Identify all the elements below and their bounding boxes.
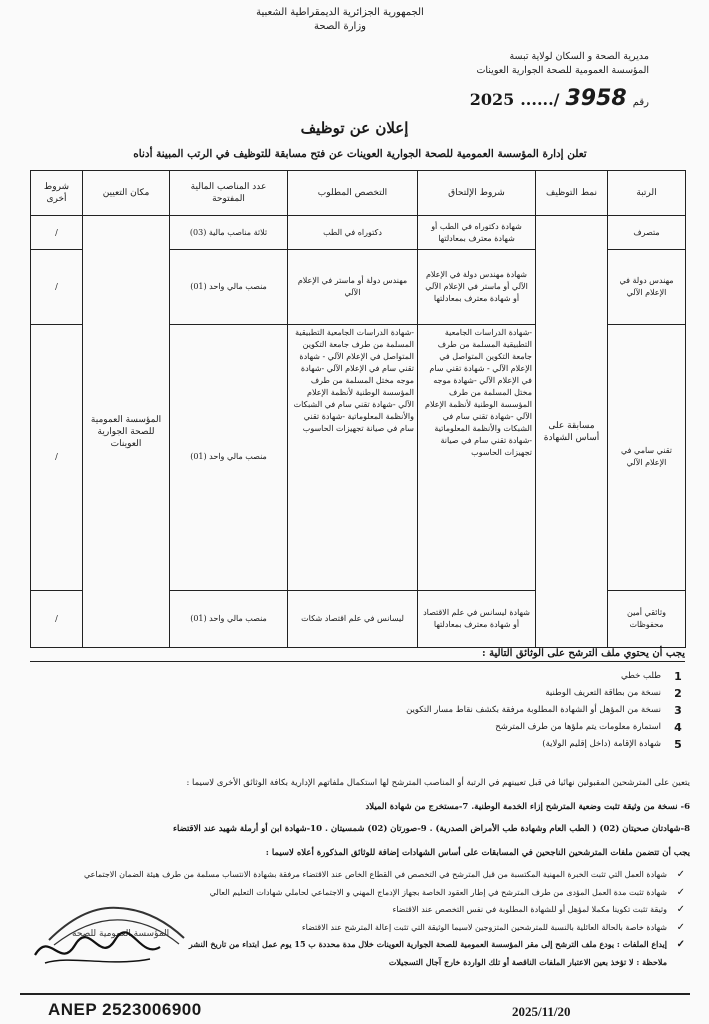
cell-other: / — [31, 324, 83, 590]
cell-conditions: شهادة ليسانس في علم الاقتصاد أو شهادة معترف بمعادلتها — [418, 590, 536, 647]
cell-posts: منصب مالي واحد (01) — [170, 324, 288, 590]
item-text: نسخة من بطاقة التعريف الوطنية — [545, 688, 661, 698]
col-mode: نمط التوظيف — [536, 171, 608, 216]
cell-workplace: المؤسسة العمومية للصحة الجوارية العوينات — [83, 216, 170, 648]
cell-conditions: شهادة دكتوراه في الطب أو شهادة معترف بمعادلتها — [418, 216, 536, 250]
item-number: 5 — [674, 738, 682, 751]
col-rank: الرتبة — [608, 171, 686, 216]
item-text: ملاحظة : لا تؤخذ بعين الاعتبار الملفات الناقصة أو تلك الواردة خارج آجال التسجيلات — [388, 956, 667, 967]
publication-date: 2025/11/20 — [512, 1004, 571, 1019]
cell-specialty: ليسانس في علم اقتصاد شكات — [288, 590, 418, 647]
establishment-line: المؤسسة العمومية للصحة الجوارية العوينات — [476, 65, 649, 76]
page-title: إعلان عن توظيف — [300, 119, 409, 137]
col-conditions: شروط الإلتحاق — [418, 171, 536, 216]
list-item — [30, 736, 685, 753]
table-header-row — [31, 171, 686, 216]
col-other: شروط أخرى — [31, 171, 83, 216]
cell-posts: منصب مالي واحد (01) — [170, 250, 288, 324]
footer-divider — [20, 993, 690, 995]
documents-heading: يجب أن يحتوي ملف الترشح على الوثائق التالية : — [30, 648, 685, 662]
cell-rank: مهندس دولة في الإعلام الآلي — [608, 250, 686, 324]
cell-rank: وثائقي أمين محفوظات — [608, 590, 686, 647]
note-line-8: 8-شهادتان صحيتان (02) ( الطب العام وشهادة طب الأمراض الصدرية) . 9-صورتان (02) شمسيتان . 10-شهادة ابن أو أرملة شهيد عند الاقتضاء — [173, 824, 690, 834]
cell-posts: منصب مالي واحد (01) — [170, 590, 288, 647]
col-specialty: التخصص المطلوب — [288, 171, 418, 216]
header-state — [230, 6, 450, 34]
item-text: استمارة معلومات يتم ملؤها من طرف المترشح — [495, 722, 661, 732]
intro-text: تعلن إدارة المؤسسة العمومية للصحة الجوارية العوينات عن فتح مسابقة للتوظيف في الرتب المبينة أدناه — [133, 148, 587, 160]
cell-rank: متصرف — [608, 216, 686, 250]
cell-other: / — [31, 590, 83, 647]
ref-year: 2025 — [469, 90, 515, 109]
item-text: طلب خطي — [621, 671, 661, 681]
cell-posts: ثلاثة مناصب مالية (03) — [170, 216, 288, 250]
list-item — [30, 719, 685, 736]
cell-specialty: -شهادة الدراسات الجامعية التطبيقية المسلمة من طرف جامعة التكوين المتواصل في الإعلام الآلي - شهادة تقني سام في الإعلام الآلي -شهادة موجه مختل المسلمة من طرف المؤسسة الوطنية لأنظمة الإعلام الآلي -شهادة تقني سام في الشبكات والأنظمة المعلوماتية -شهادة تقني سام في صيانة تجهيزات الحاسوب — [288, 324, 418, 590]
check-icon — [673, 954, 685, 972]
cell-specialty: مهندس دولة أو ماستر في الإعلام الآلي — [288, 250, 418, 324]
cell-rank: تقني سامي في الإعلام الآلي — [608, 324, 686, 590]
item-text: شهادة خاصة بالحالة العائلية بالنسبة للمترشحين المتزوجين لاسيما الوثيقة التي تثبت إعالة المترشح عند الاقتضاء — [301, 922, 667, 932]
selected-note: يتعين على المترشحين المقبولين نهائيا في قبل تعيينهم في الرتبة أو المناصب المترشح لها استكمال ملفاتهم الإدارية بكافة الوثائق الأخرى لاسيما : — [186, 778, 690, 788]
positions-table — [30, 170, 686, 648]
check-icon: ✓ — [676, 869, 685, 880]
item-text: شهادة تثبت مدة العمل المؤدى من طرف المترشح في إطار العقود الخاصة بجهاز الإدماج المهني و الاجتماعي لحاملي شهادات التعليم العالي — [209, 887, 667, 897]
item-text: شهادة العمل التي تثبت الخبرة المهنية المكتسبة من قبل المترشح في التخصص في القطاع الخاص عند الاقتضاء مرفقة بشهادة الانتساب مسلمة من طرف هيئة الضمان الاجتماعي — [83, 870, 667, 879]
signature — [30, 925, 170, 975]
cell-other: / — [31, 250, 83, 324]
item-number: 3 — [674, 704, 682, 717]
col-posts: عدد المناصب المالية المفتوحة — [170, 171, 288, 216]
documents-list — [30, 668, 685, 753]
item-number: 2 — [674, 687, 682, 700]
ref-number: 3958 — [565, 86, 627, 111]
cell-mode: مسابقة على أساس الشهادة — [536, 216, 608, 648]
cell-conditions: شهادة مهندس دولة في الإعلام الآلي أو ماستر في الإعلام الآلي أو شهادة معترف بمعادلتها — [418, 250, 536, 324]
cell-other: / — [31, 216, 83, 250]
item-number: 1 — [674, 670, 682, 683]
directorate-line: مديرية الصحة و السكان لولاية تبسة — [509, 51, 649, 62]
stamp-text: المؤسسة العمومية للصحة — [72, 929, 170, 939]
item-number: 4 — [674, 721, 682, 734]
check-icon: ✓ — [676, 886, 685, 898]
anep-code: ANEP 2523006900 — [48, 1000, 202, 1019]
ministry-line: وزارة الصحة — [314, 21, 366, 32]
list-item — [30, 702, 685, 719]
item-text: وثيقة تثبت تكوينا مكملا لمؤهل أو للشهادة المطلوبة في نفس التخصص عند الاقتضاء — [392, 905, 667, 914]
republic-line: الجمهورية الجزائرية الديمقراطية الشعبية — [256, 7, 424, 18]
cell-conditions: -شهادة الدراسات الجامعية التطبيقية المسلمة من طرف جامعة التكوين المتواصل في الإعلام الآلي - شهادة تقني سام في الإعلام الآلي -شهادة موجه مختل المسلمة من طرف المؤسسة الوطنية لأنظمة الإعلام الآلي -شهادة تقني سام في الشبكات والأنظمة المعلوماتية -شهادة تقني سام في صيانة تجهيزات الحاسوب — [418, 324, 536, 590]
list-item — [30, 668, 685, 685]
col-workplace: مكان التعيين — [83, 171, 170, 216]
note-line-6: 6- نسخة من وثيقة تثبت وضعية المترشح إزاء الخدمة الوطنية. 7-مستخرج من شهادة الميلاد — [365, 802, 690, 812]
table-row — [31, 216, 686, 250]
list-item — [30, 884, 685, 902]
check-icon: ✓ — [676, 939, 685, 950]
check-icon: ✓ — [676, 904, 685, 915]
criteria-heading: يجب أن تتضمن ملفات المترشحين الناجحين في المسابقات على أساس الشهادات إضافة للوثائق المذكورة أعلاه لاسيما : — [265, 848, 690, 858]
reference-number: رقم 3958 /...... 2025 — [469, 86, 649, 111]
cell-specialty: دكتوراه في الطب — [288, 216, 418, 250]
item-text: نسخة من المؤهل أو الشهادة المطلوبة مرفقة بكشف نقاط مسار التكوين — [406, 705, 661, 715]
item-text: إيداع الملفات : يودع ملف الترشح إلى مقر المؤسسة العمومية للصحة الجوارية العوينات خلال مدة محددة ب 15 يوم عمل ابتداء من تاريخ النشر — [188, 939, 667, 949]
header-issuer — [429, 50, 649, 78]
check-icon: ✓ — [676, 921, 685, 933]
list-item — [30, 866, 685, 884]
ref-label: رقم — [632, 97, 649, 108]
list-item — [30, 685, 685, 702]
item-text: شهادة الإقامة (داخل إقليم الولاية) — [542, 739, 661, 749]
